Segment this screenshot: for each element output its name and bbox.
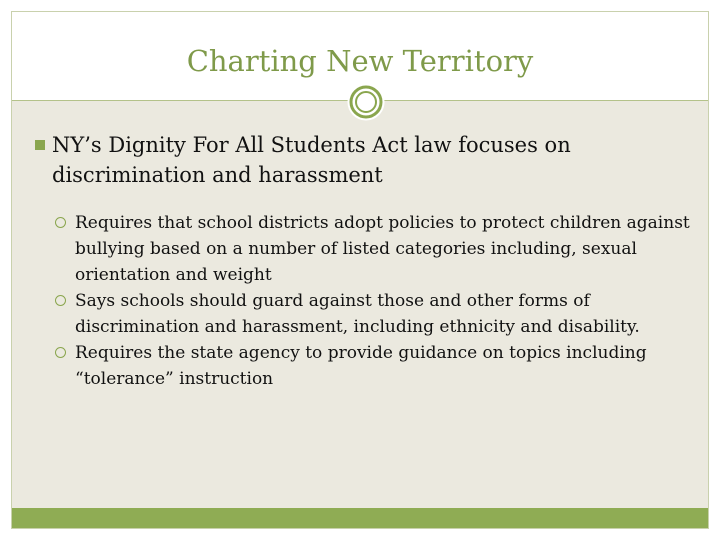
sub-bullet-text: Requires the state agency to provide guidance on topics including “tolerance” instruction	[75, 343, 647, 389]
sub-bullet	[55, 210, 695, 288]
sub-bullet	[55, 340, 695, 392]
ring-ornament-icon	[347, 83, 385, 121]
sub-bullet-text: Says schools should guard against those and other forms of discrimination and harassment, including ethnicity and disability.	[75, 291, 640, 337]
slide-title: Charting New Territory	[186, 44, 534, 78]
slide	[11, 11, 709, 529]
main-bullet	[35, 130, 675, 190]
main-bullet-text: NY’s Dignity For All Students Act law focuses on discrimination and harassment	[52, 133, 571, 187]
sub-bullet	[55, 288, 695, 340]
circle-bullet-icon	[55, 347, 66, 358]
circle-bullet-icon	[55, 295, 66, 306]
square-bullet-icon	[35, 140, 45, 150]
sub-bullet-text: Requires that school districts adopt policies to protect children against bullying based on a number of listed categories including, sexual orientation and weight	[75, 213, 690, 285]
footer-bar	[12, 508, 708, 528]
sub-bullet-list	[55, 210, 695, 392]
circle-bullet-icon	[55, 217, 66, 228]
